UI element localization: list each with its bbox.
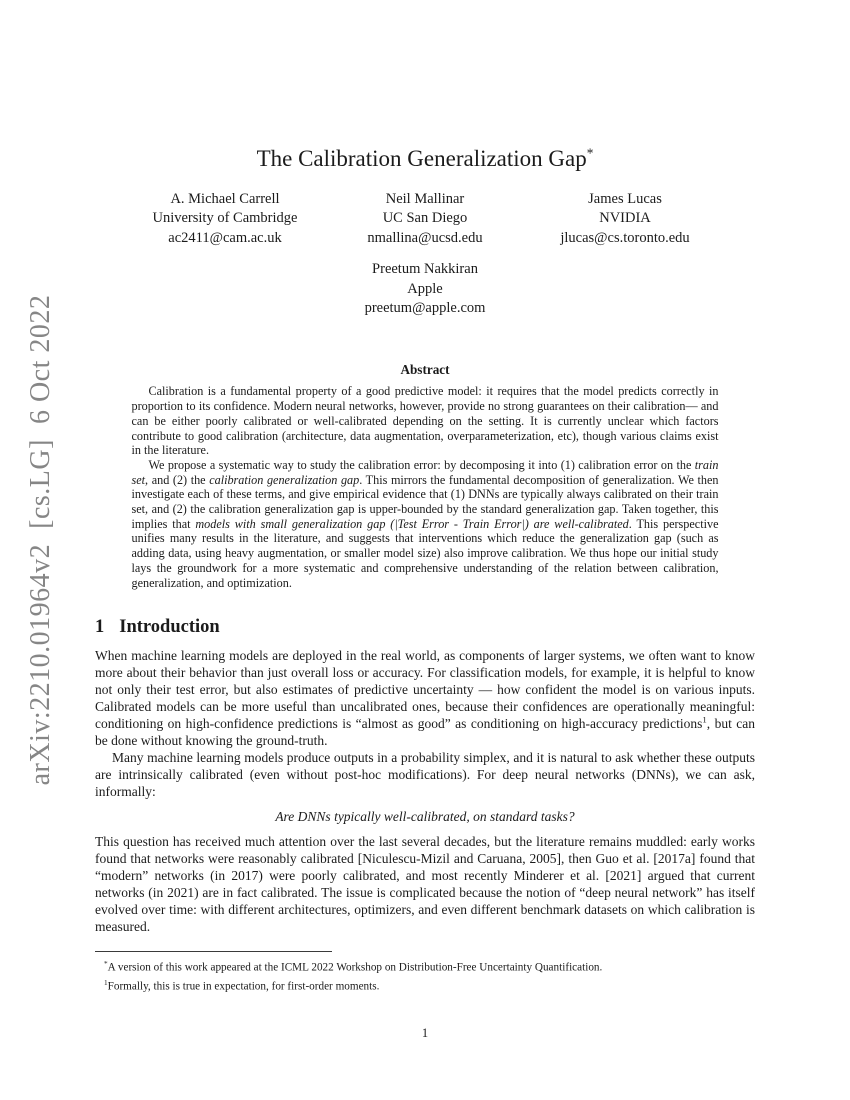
footnotes-block bbox=[95, 951, 755, 994]
abstract-heading: Abstract bbox=[400, 362, 450, 378]
author-name: Neil Mallinar bbox=[385, 191, 465, 207]
italic-models-claim: models with small generalization gap (|Test Error - Train Error|) are well-calibrated bbox=[195, 516, 629, 531]
intro-paragraph-3: This question has received much attention over the last several decades, but the literature remains muddled: early works found that networks were reasonably calibrated [Niculescu-Mizil and Caruana, 2005], then Guo et al. [2017a] found that “modern” networks (in 2017) were poorly calibrated, and most recently Minderer et al. [2021] argued that current networks (in 2021) are in fact calibrated. The issue is complicated because the notion of “deep neural network” has itself evolved over time: with different architectures, optimizers, and even different benchmark datasets on which calibration is measured. bbox=[95, 834, 755, 935]
footnote-rule bbox=[95, 951, 332, 952]
author-block-nakkiran bbox=[95, 260, 755, 318]
abstract-section bbox=[132, 362, 719, 590]
author-name: A. Michael Carrell bbox=[170, 191, 280, 207]
abstract-p2-seg3: , and (2) the bbox=[145, 472, 210, 487]
authors-row bbox=[125, 190, 725, 248]
abstract-paragraph-1: Calibration is a fundamental property of a good predictive model: it requires that the model predicts correctly in proportion to its confidence. Modern neural networks, however, provide no strong guarantees on their calibration— and can be either poorly calibrated or well-calibrated depending on the setting. It is currently unclear which factors contribute to good calibration (architecture, data augmentation, overparameterization, etc), though various claims exist in the literature. bbox=[131, 384, 719, 458]
italic-calibration-generalization-gap: calibration generalization gap bbox=[209, 472, 360, 487]
author-email: ac2411@cam.ac.uk bbox=[168, 229, 282, 246]
intro-paragraph-2: Many machine learning models produce outputs in a probability simplex, and it is natural to ask whether these outputs are intrinsically calibrated (even without post-hoc modifications). For deep neural networks (DNNs), we can ask, informally: bbox=[95, 750, 755, 800]
intro-paragraph-1 bbox=[95, 647, 755, 749]
paper-title-text: The Calibration Generalization Gap bbox=[256, 146, 587, 171]
author-name: James Lucas bbox=[588, 191, 662, 207]
author-affiliation: University of Cambridge bbox=[152, 210, 298, 227]
footnote-star-marker: * bbox=[104, 960, 108, 968]
author-email: jlucas@cs.toronto.edu bbox=[560, 229, 690, 246]
author-email: preetum@apple.com bbox=[364, 300, 486, 317]
arxiv-watermark: arXiv:2210.01964v2 [cs.LG] 6 Oct 2022 bbox=[25, 294, 56, 786]
author-name: Preetum Nakkiran bbox=[372, 261, 478, 278]
abstract-p2-seg5: . This mirrors the fundamental decomposition of generalization. We then investigate each of these terms, and give empirical evidence that (1) DNNs are typically always calibrated on their train set, and (2) the calibration generalization gap is upper-bounded by the standard generalization gap. Taken together, this implies that bbox=[131, 472, 719, 531]
author-affiliation: NVIDIA bbox=[599, 210, 651, 227]
author-affiliation: UC San Diego bbox=[382, 210, 468, 227]
footnote-star-text: A version of this work appeared at the ICML 2022 Workshop on Distribution-Free Uncertainty Quantification. bbox=[107, 961, 603, 974]
author-block-carrell bbox=[125, 190, 325, 248]
author-email: nmallina@ucsd.edu bbox=[367, 229, 483, 246]
display-question: Are DNNs typically well-calibrated, on standard tasks? bbox=[275, 809, 575, 825]
abstract-p2-seg1: We propose a systematic way to study the calibration error: by decomposing it into (1) calibration error on the bbox=[148, 457, 695, 472]
page-number: 1 bbox=[421, 1026, 429, 1040]
title-footnote-marker: * bbox=[586, 145, 594, 161]
author-block-mallinar bbox=[325, 190, 525, 248]
footnote-1-text: Formally, this is true in expectation, for first-order moments. bbox=[107, 980, 380, 993]
section-heading-introduction bbox=[95, 616, 755, 639]
section-number: 1 bbox=[95, 617, 105, 638]
abstract-p2-seg7: . This perspective unifies many results in the literature, and suggests that interventions which reduce the generalization gap (such as adding data, using heavy augmentation, or smaller model size) also improve calibration. We thus hope our initial study lays the groundwork for a more systematic and comprehensive understanding of the relation between calibration, generalization, and optimization. bbox=[131, 516, 719, 590]
author-affiliation: Apple bbox=[407, 280, 443, 297]
italic-train-set: train set bbox=[131, 457, 719, 487]
footnote-ref-1: 1 bbox=[702, 714, 707, 725]
paper-content bbox=[95, 0, 755, 1040]
abstract-paragraph-2 bbox=[132, 458, 719, 590]
footnote-1-marker: 1 bbox=[104, 978, 108, 987]
section-title: Introduction bbox=[119, 617, 220, 638]
author-block-lucas bbox=[525, 190, 725, 248]
footnote-star bbox=[95, 957, 755, 976]
footnote-1 bbox=[95, 976, 755, 995]
intro-p1-seg3: , but can be done without knowing the ground-truth. bbox=[95, 716, 755, 749]
intro-p1-seg1: When machine learning models are deployed in the real world, as components of larger systems, we often want to know more about their behavior than just overall loss or accuracy. For classification models, for example, it is helpful to know not only their test error, but also estimates of predictive uncertainty — how confident the model is on various inputs. Calibrated models can be more useful than uncalibrated ones, because their confidences are operationally meaningful: conditioning on high-confidence predictions is “almost as good” as conditioning on high-accuracy predictions bbox=[95, 648, 755, 732]
paper-title bbox=[95, 146, 755, 172]
